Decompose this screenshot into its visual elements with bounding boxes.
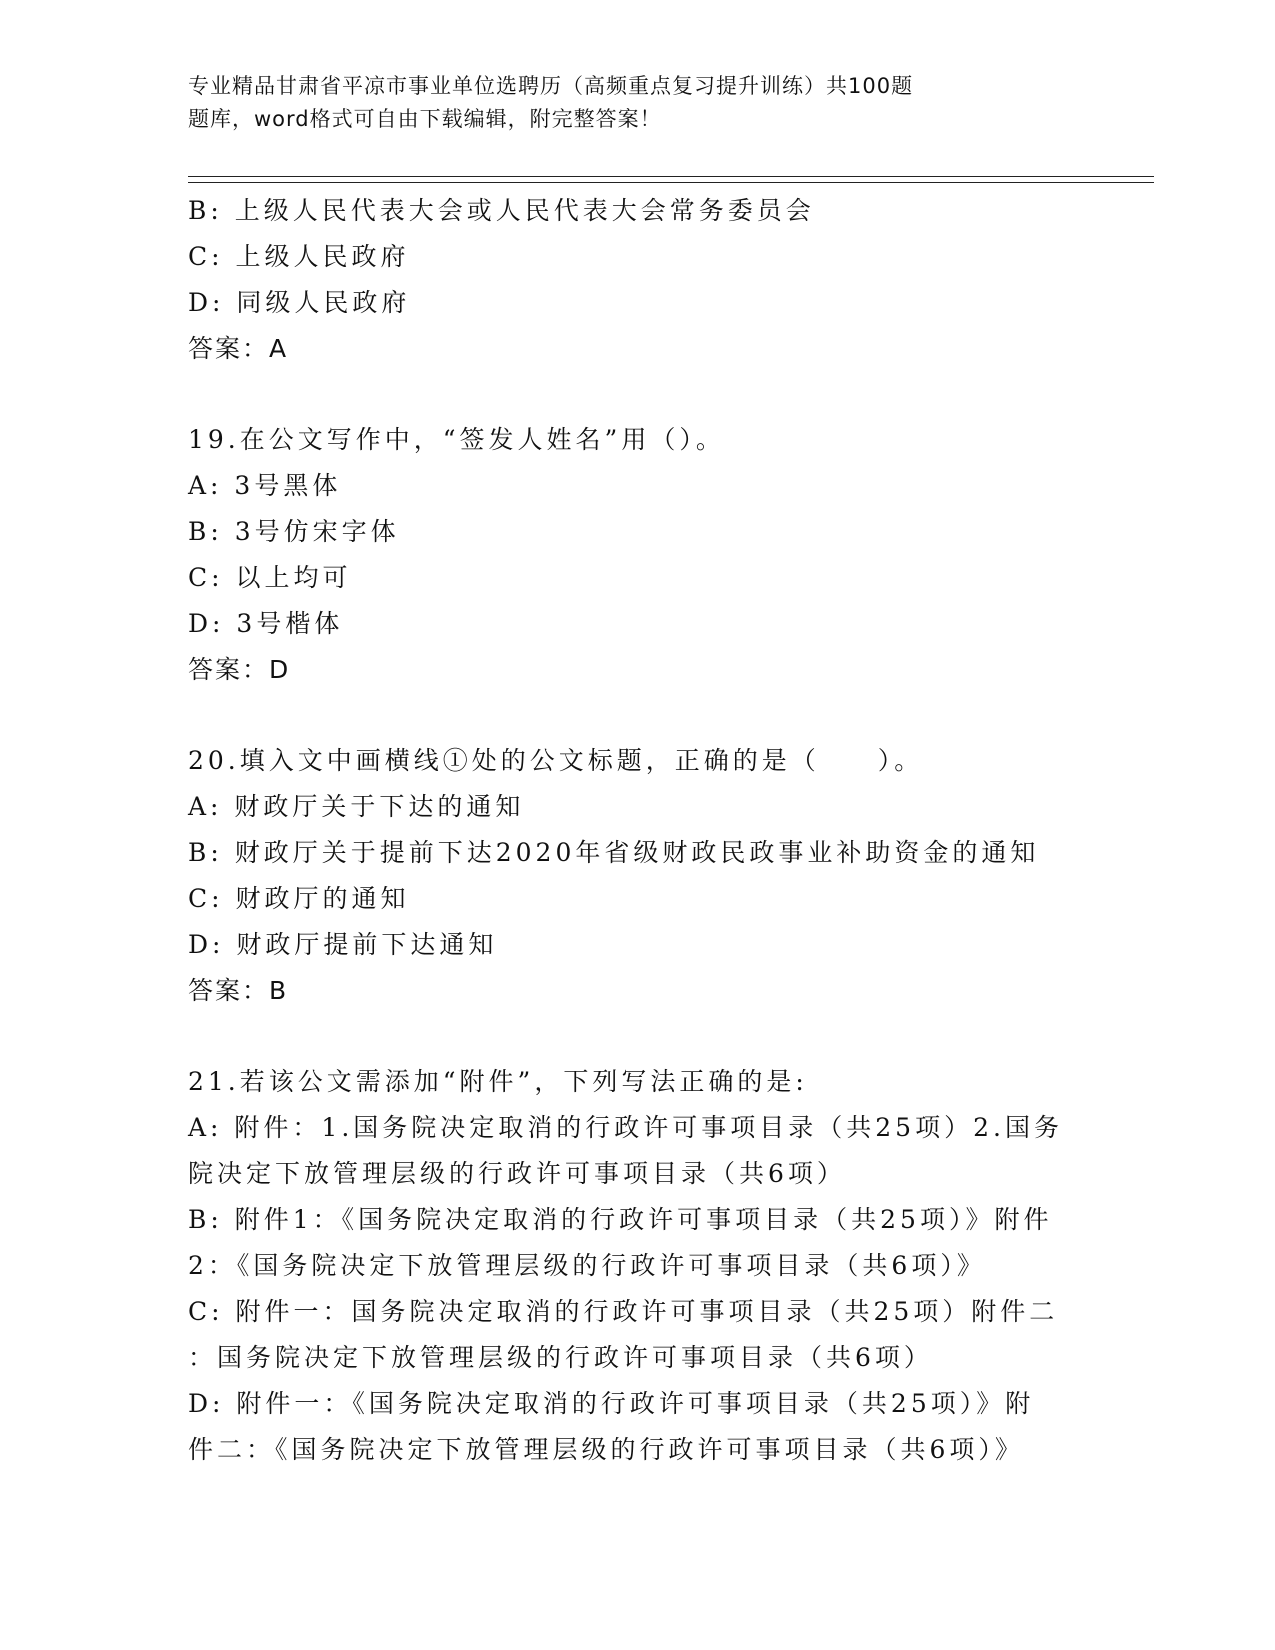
q19-option-a: A: 3号黑体 [188, 471, 342, 500]
q19-answer: 答案：D [188, 655, 291, 684]
q21-option-c-line-1: C: 附件一：国务院决定取消的行政许可事项目录（共25项）附件二 [188, 1297, 1059, 1326]
document-body [188, 188, 1088, 1473]
q18-answer: 答案：A [188, 334, 289, 363]
q20-option-b: B: 财政厅关于提前下达2020年省级财政民政事业补助资金的通知 [188, 838, 1040, 867]
q20-option-a: A: 财政厅关于下达的通知 [188, 792, 525, 821]
header-line-2: 题库，word格式可自由下载编辑，附完整答案！ [188, 107, 662, 131]
q20-option-d: D: 财政厅提前下达通知 [188, 930, 498, 959]
q20-answer: 答案：B [188, 976, 289, 1005]
spacer [188, 693, 1088, 738]
spacer [188, 1014, 1088, 1059]
question-20 [188, 738, 1088, 1014]
q21-option-c-line-2: ：国务院决定下放管理层级的行政许可事项目录（共6项） [188, 1343, 933, 1372]
q19-option-c: C: 以上均可 [188, 563, 352, 592]
q19-option-d: D: 3号楷体 [188, 609, 344, 638]
q21-option-d-line-2: 件二：《国务院决定下放管理层级的行政许可事项目录（共6项）》 [188, 1435, 1024, 1464]
spacer [188, 372, 1088, 417]
q18-option-c: C: 上级人民政府 [188, 242, 410, 271]
q20-stem: 20.填入文中画横线①处的公文标题，正确的是（ ）。 [188, 746, 924, 775]
q21-stem: 21.若该公文需添加“附件”，下列写法正确的是: [188, 1067, 808, 1096]
q21-option-d-line-1: D: 附件一：《国务院决定取消的行政许可事项目录（共25项）》附 [188, 1389, 1035, 1418]
header-line-1: 专业精品甘肃省平凉市事业单位选聘历（高频重点复习提升训练）共100题 [188, 74, 914, 98]
question-21 [188, 1059, 1088, 1473]
header-divider-bottom [188, 182, 1154, 183]
q21-option-a-line-2: 院决定下放管理层级的行政许可事项目录（共6项） [188, 1159, 846, 1188]
header-divider-top [188, 176, 1154, 177]
q21-option-b-line-2: 2：《国务院决定下放管理层级的行政许可事项目录（共6项）》 [188, 1251, 986, 1280]
q18-option-d: D: 同级人民政府 [188, 288, 411, 317]
q20-option-c: C: 财政厅的通知 [188, 884, 410, 913]
q19-stem: 19.在公文写作中，“签发人姓名”用（）。 [188, 425, 725, 454]
q21-option-a-line-1: A: 附件：1.国务院决定取消的行政许可事项目录（共25项）2.国务 [188, 1113, 1063, 1142]
q21-option-b-line-1: B: 附件1：《国务院决定取消的行政许可事项目录（共25项）》附件 [188, 1205, 1053, 1234]
question-18-tail [188, 188, 1088, 372]
q19-option-b: B: 3号仿宋字体 [188, 517, 400, 546]
document-header [188, 70, 1068, 136]
question-19 [188, 417, 1088, 693]
q18-option-b: B: 上级人民代表大会或人民代表大会常务委员会 [188, 196, 815, 225]
